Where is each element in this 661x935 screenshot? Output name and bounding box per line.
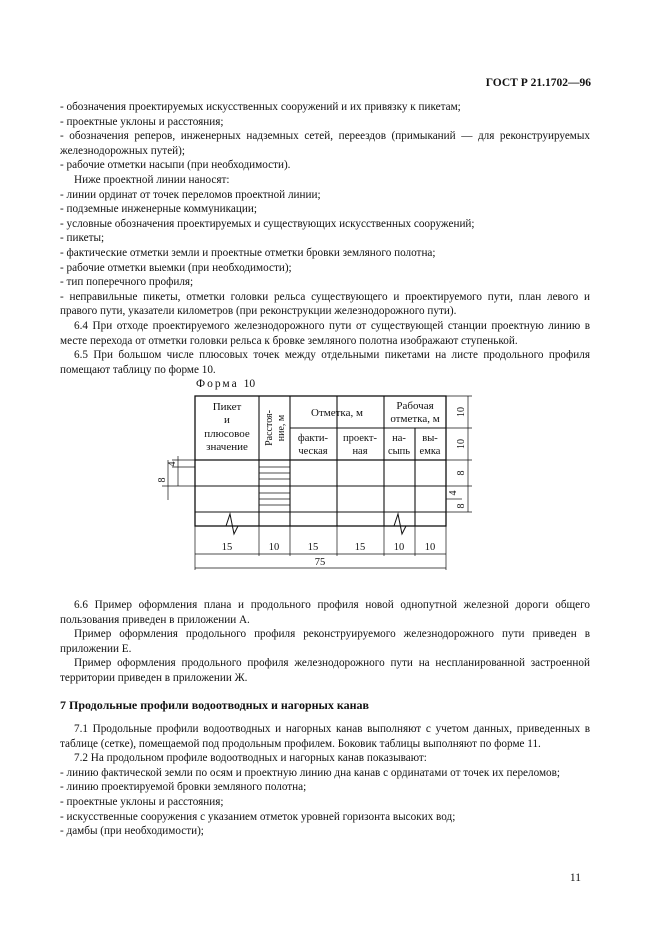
dim-left: 8 [157, 477, 168, 483]
top-list [60, 100, 590, 377]
work-cut-line2: емка [419, 446, 441, 457]
paragraph-6-6: 6.6 Пример оформления плана и продольного профиля новой однопутной железной дороги общего пользования приведен в приложении А. [60, 599, 590, 626]
mark-proj-line1: проект- [343, 433, 377, 444]
list-item: - искусственные сооружения с указанием отметок уровней горизонта высоких вод; [60, 810, 456, 823]
list-item: - тип поперечного профиля; [60, 276, 194, 289]
col2-line2: ние, м [276, 414, 287, 442]
list-item: - неправильные пикеты, отметки головки рельса существующего и проектируемого пути, план левого и правого пути, указатели километров (при реконструкции железнодорожного пути). [60, 290, 590, 318]
list-item: - пикеты; [60, 232, 105, 245]
col1-line3: плюсовое [204, 428, 250, 440]
list-item: - линию фактической земли по осям и проектную линию дна канав с ординатами от точек их переломов; [60, 766, 561, 779]
dim-bottom: 15 [307, 542, 319, 553]
list-item: - рабочие отметки насыпи (при необходимости). [60, 159, 291, 172]
dim-bottom: 10 [393, 542, 405, 553]
mark-header: Отметка, м [311, 407, 363, 419]
work-line2: отметка, м [390, 413, 440, 425]
list-item: - подземные инженерные коммуникации; [60, 203, 257, 216]
paragraph-7-1: 7.1 Продольные профили водоотводных и нагорных канав выполняют с учетом данных, приведенных в таблице (сетке), помещаемой под продольным профилем. Боковик таблицы выполняют по форме 11. [60, 723, 590, 750]
work-cut-line1: вы- [422, 433, 438, 444]
below-intro: Ниже проектной линии наносят: [74, 173, 230, 186]
dim-bottom: 15 [354, 542, 366, 553]
col1-line4: значение [206, 441, 248, 453]
break-mark [220, 514, 250, 534]
dim-right: 8 [456, 470, 467, 476]
form-label [196, 378, 255, 390]
break-mark [390, 514, 412, 534]
list-item: - линию проектируемой бровки земляного полотна; [60, 781, 307, 794]
dim-bottom: 10 [268, 542, 280, 553]
dim-bottom: 15 [221, 542, 233, 553]
dim-total: 75 [314, 557, 326, 568]
paragraph-6-5: 6.5 При большом числе плюсовых точек между отдельными пикетами на листе продольного профиля помещают таблицу по форме 10. [60, 349, 590, 376]
mark-proj-line2: ная [352, 446, 368, 457]
list-item: - проектные уклоны и расстояния; [60, 115, 224, 128]
dim-left: 4 [167, 461, 178, 467]
section-6-examples [60, 598, 590, 686]
dim-right: 8 [456, 503, 467, 509]
section-7-body [60, 722, 590, 839]
dim-right-small: 4 [448, 490, 459, 496]
paragraph-6-6b: Пример оформления продольного профиля реконструируемого железнодорожного пути приведен в приложении Е. [60, 628, 590, 655]
work-fill-line2: сыпь [387, 446, 411, 457]
mark-fact-line1: факти- [297, 433, 329, 444]
form-10-table [150, 390, 480, 585]
list-item: - дамбы (при необходимости); [60, 825, 204, 838]
work-fill-line1: на- [392, 433, 406, 444]
col1-line1: Пикет [212, 401, 242, 413]
section-7-title: 7 Продольные профили водоотводных и нагорных канав [60, 698, 370, 712]
col2-line1: Расстоя- [264, 410, 275, 446]
col1-line2: и [224, 414, 230, 426]
dim-right: 10 [456, 439, 467, 449]
dim-bottom: 10 [424, 542, 436, 553]
list-item: - рабочие отметки выемки (при необходимости); [60, 261, 292, 274]
paragraph-6-4: 6.4 При отходе проектируемого железнодорожного пути от существующей станции проектную линию в месте перехода от отметки головки рельса к бровке земляного полотна изображают ступенькой. [60, 319, 590, 347]
dim-right: 10 [456, 407, 467, 417]
page-number: 11 [569, 872, 581, 884]
document-header: ГОСТ Р 21.1702—96 [485, 77, 591, 89]
list-item: - обозначения проектируемых искусственных сооружений и их привязку к пикетам; [60, 101, 461, 113]
list-item: - проектные уклоны и расстояния; [60, 795, 224, 808]
list-item: - линии ординат от точек переломов проектной линии; [60, 188, 321, 201]
list-item: - обозначения реперов, инженерных надземных сетей, переездов (примыканий — для реконструируемых железнодорожных путей); [60, 130, 590, 157]
work-line1: Рабочая [396, 400, 434, 412]
mark-fact-line2: ческая [298, 446, 328, 457]
form-label-word: Форма [196, 378, 239, 390]
paragraph-7-2: 7.2 На продольном профиле водоотводных и нагорных канав показывают: [74, 752, 427, 765]
paragraph-6-6c: Пример оформления продольного профиля железнодорожного пути на неспланированной застроенной территории приведен в приложении Ж. [60, 657, 590, 684]
form-label-number: 10 [243, 378, 256, 390]
list-item: - условные обозначения проектируемых и существующих искусственных сооружений; [60, 217, 475, 230]
list-item: - фактические отметки земли и проектные отметки бровки земляного полотна; [60, 246, 436, 259]
